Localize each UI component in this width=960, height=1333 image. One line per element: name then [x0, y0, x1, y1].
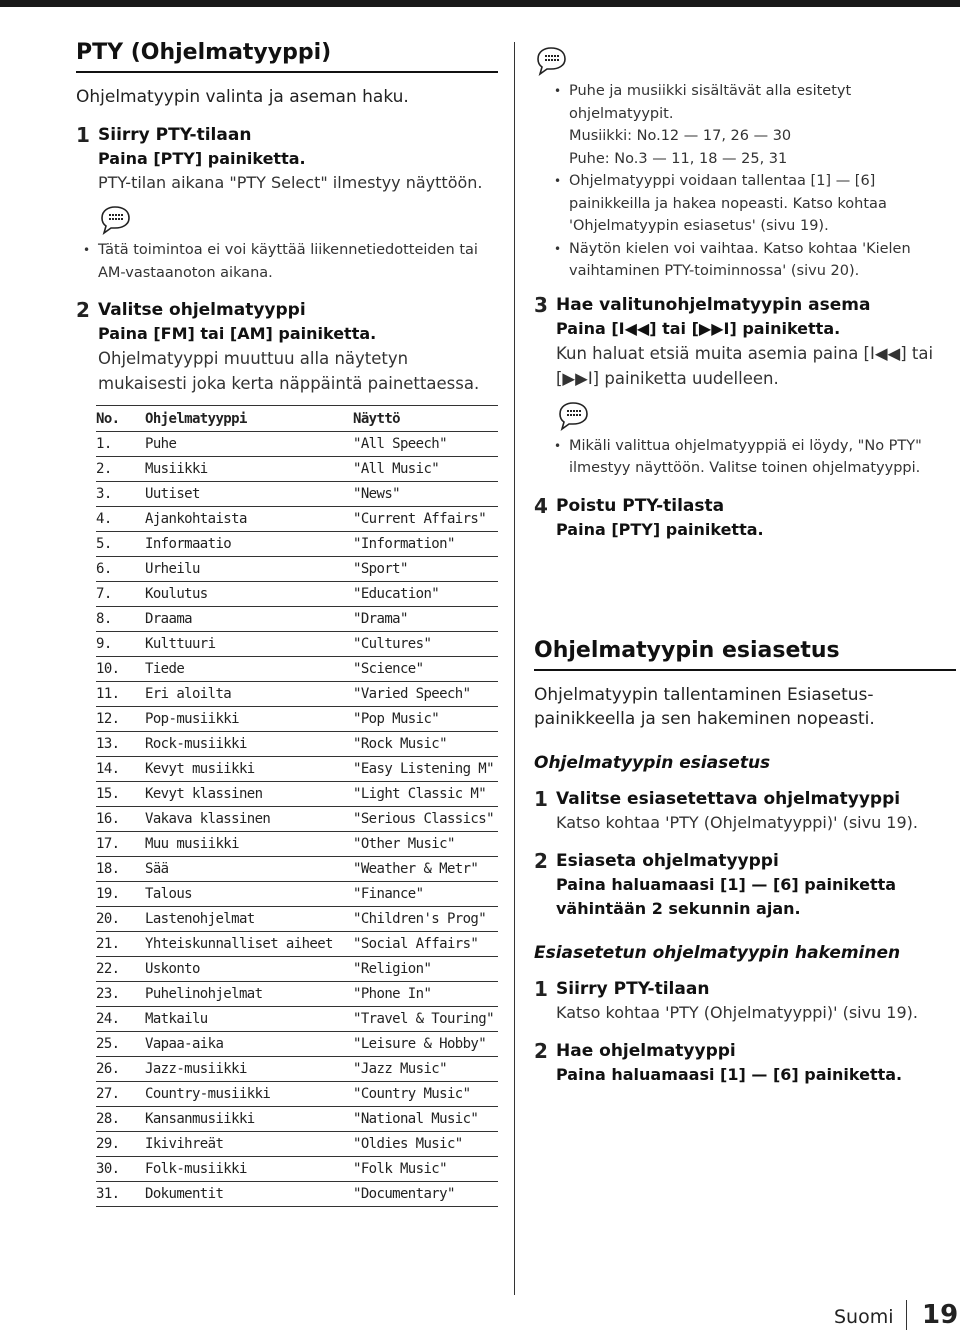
table-row: [96, 832, 498, 857]
step-title: Valitse ohjelmatyyppi: [98, 300, 306, 320]
note-item: • Näytön kielen voi vaihtaa. Katso kohtaa 'Kielen vaihtaminen PTY-toiminnossa' (sivu 20).: [569, 238, 956, 283]
display-text: "Jazz Music": [353, 1057, 498, 1082]
program-type: Country-musiikki: [145, 1082, 353, 1107]
row-number: 18.: [96, 857, 145, 882]
row-number: 28.: [96, 1107, 145, 1132]
program-type: Urheilu: [145, 557, 353, 582]
step-number: 2: [534, 1038, 548, 1063]
note-item: • Mikäli valittua ohjelmatyyppiä ei löydy, "No PTY" ilmestyy näyttöön. Valitse toinen ohjelmatyyppi.: [569, 435, 956, 480]
row-number: 12.: [96, 707, 145, 732]
row-number: 5.: [96, 532, 145, 557]
column-divider: [514, 42, 515, 1295]
row-number: 25.: [96, 1032, 145, 1057]
note-top: [534, 46, 956, 283]
program-type: Kansanmusiikki: [145, 1107, 353, 1132]
step-number: 4: [534, 493, 548, 518]
table-row: [96, 432, 498, 457]
row-number: 11.: [96, 682, 145, 707]
program-type: Eri aloilta: [145, 682, 353, 707]
note-item: • Puhe ja musiikki sisältävät alla esitetyt ohjelmatyypit.: [569, 80, 956, 125]
table-row: [96, 632, 498, 657]
step-description: PTY-tilan aikana "PTY Select" ilmestyy näyttöön.: [98, 173, 483, 192]
program-type: Vakava klassinen: [145, 807, 353, 832]
display-text: "National Music": [353, 1107, 498, 1132]
step-title: Siirry PTY-tilaan: [556, 978, 710, 999]
row-number: 23.: [96, 982, 145, 1007]
program-type: Uutiset: [145, 482, 353, 507]
step-number: 2: [534, 848, 548, 873]
program-type: Pop-musiikki: [145, 707, 353, 732]
display-text: "Current Affairs": [353, 507, 498, 532]
header-display: Näyttö: [353, 406, 498, 432]
display-text: "Drama": [353, 607, 498, 632]
program-type: Uskonto: [145, 957, 353, 982]
table-row: [96, 482, 498, 507]
step-title: Valitse esiasetettava ohjelmatyyppi: [556, 788, 901, 809]
step-number: 1: [534, 786, 548, 811]
subheading-recall: Esiasetetun ohjelmatyypin hakeminen: [534, 942, 901, 963]
section-intro: Ohjelmatyypin tallentaminen Esiasetus-painikkeella ja sen hakeminen nopeasti.: [534, 684, 875, 729]
footer-separator: [906, 1300, 907, 1330]
step-action: Paina [PTY] painiketta.: [556, 519, 764, 539]
step-number: 3: [534, 292, 548, 317]
step-number: 2: [76, 298, 90, 322]
display-text: "Science": [353, 657, 498, 682]
table-row: [96, 857, 498, 882]
table-row: [96, 882, 498, 907]
recall-step-1: [534, 977, 956, 1025]
row-number: 30.: [96, 1157, 145, 1182]
note-item-sub: Musiikki: No.12 — 17, 26 — 30: [569, 128, 792, 144]
step-3: [534, 293, 956, 391]
row-number: 16.: [96, 807, 145, 832]
preset-step-2: [534, 849, 956, 921]
program-type: Ajankohtaista: [145, 507, 353, 532]
step-1: [76, 123, 498, 195]
row-number: 3.: [96, 482, 145, 507]
program-type: Kevyt musiikki: [145, 757, 353, 782]
display-text: "Travel & Touring": [353, 1007, 498, 1032]
display-text: "All Speech": [353, 432, 498, 457]
program-type: Sää: [145, 857, 353, 882]
note-3: [556, 401, 956, 480]
subheading-preset: Ohjelmatyypin esiasetus: [534, 752, 771, 773]
step-number: 1: [76, 123, 90, 147]
table-row: [96, 682, 498, 707]
program-type: Ikivihreät: [145, 1132, 353, 1157]
note-icon: [556, 401, 590, 431]
display-text: "Other Music": [353, 832, 498, 857]
program-type: Folk-musiikki: [145, 1157, 353, 1182]
table-row: [96, 1007, 498, 1032]
display-text: "Country Music": [353, 1082, 498, 1107]
row-number: 8.: [96, 607, 145, 632]
note-1: [98, 205, 498, 284]
left-column: [76, 40, 498, 396]
step-description: Katso kohtaa 'PTY (Ohjelmatyyppi)' (sivu 19).: [556, 1002, 918, 1022]
table-row: [96, 507, 498, 532]
step-title: Poistu PTY-tilasta: [556, 495, 725, 516]
row-number: 19.: [96, 882, 145, 907]
table-row: [96, 1057, 498, 1082]
step-number: 1: [534, 976, 548, 1001]
row-number: 7.: [96, 582, 145, 607]
note-item: • Tätä toimintoa ei voi käyttää liikennetiedotteiden tai AM-vastaanoton aikana.: [98, 239, 498, 284]
display-text: "Religion": [353, 957, 498, 982]
table-row: [96, 532, 498, 557]
display-text: "Rock Music": [353, 732, 498, 757]
header-program-type: Ohjelmatyyppi: [145, 406, 353, 432]
table-row: [96, 707, 498, 732]
row-number: 6.: [96, 557, 145, 582]
table-row: [96, 907, 498, 932]
table-row: [96, 1157, 498, 1182]
row-number: 21.: [96, 932, 145, 957]
display-text: "Varied Speech": [353, 682, 498, 707]
step-action: Paina haluamaasi [1] — [6] painiketta.: [556, 1064, 903, 1084]
display-text: "Information": [353, 532, 498, 557]
table-row: [96, 732, 498, 757]
display-text: "Pop Music": [353, 707, 498, 732]
row-number: 22.: [96, 957, 145, 982]
display-text: "Easy Listening M": [353, 757, 498, 782]
display-text: "Folk Music": [353, 1157, 498, 1182]
step-action: Paina [PTY] painiketta.: [98, 149, 306, 168]
step-title: Esiaseta ohjelmatyyppi: [556, 850, 779, 871]
program-type: Puhe: [145, 432, 353, 457]
step-description: Ohjelmatyyppi muuttuu alla näytetyn mukaisesti joka kerta näppäintä painettaessa.: [98, 349, 480, 393]
note-item-sub: Puhe: No.3 — 11, 18 — 25, 31: [569, 150, 788, 167]
program-type: Kevyt klassinen: [145, 782, 353, 807]
program-type: Yhteiskunnalliset aiheet: [145, 932, 353, 957]
table-row: [96, 607, 498, 632]
program-type: Muu musiikki: [145, 832, 353, 857]
display-text: "All Music": [353, 457, 498, 482]
display-text: "Serious Classics": [353, 807, 498, 832]
display-text: "Sport": [353, 557, 498, 582]
table-header-row: [96, 406, 498, 432]
program-type: Kulttuuri: [145, 632, 353, 657]
row-number: 26.: [96, 1057, 145, 1082]
top-rule: [0, 0, 960, 7]
display-text: "Social Affairs": [353, 932, 498, 957]
row-number: 29.: [96, 1132, 145, 1157]
table-row: [96, 982, 498, 1007]
pty-table: [96, 405, 498, 1207]
page-number: 19: [922, 1300, 959, 1330]
table-row: [96, 457, 498, 482]
right-column: [534, 40, 956, 1087]
display-text: "Education": [353, 582, 498, 607]
program-type: Koulutus: [145, 582, 353, 607]
display-text: "Weather & Metr": [353, 857, 498, 882]
table-row: [96, 957, 498, 982]
display-text: "Cultures": [353, 632, 498, 657]
step-description: Katso kohtaa 'PTY (Ohjelmatyyppi)' (sivu 19).: [556, 812, 918, 832]
program-type: Rock-musiikki: [145, 732, 353, 757]
display-text: "Children's Prog": [353, 907, 498, 932]
recall-step-2: [534, 1039, 956, 1087]
row-number: 2.: [96, 457, 145, 482]
note-item: • Ohjelmatyyppi voidaan tallentaa [1] — [6] painikkeilla ja hakea nopeasti. Katso kohtaa 'Ohjelmatyypin esiasetus' (sivu 19).: [569, 170, 956, 238]
display-text: "Documentary": [353, 1182, 498, 1207]
program-type: Draama: [145, 607, 353, 632]
program-type: Puhelinohjelmat: [145, 982, 353, 1007]
program-type: Tiede: [145, 657, 353, 682]
display-text: "News": [353, 482, 498, 507]
table-row: [96, 1132, 498, 1157]
row-number: 27.: [96, 1082, 145, 1107]
program-type: Musiikki: [145, 457, 353, 482]
program-type: Lastenohjelmat: [145, 907, 353, 932]
table-row: [96, 557, 498, 582]
display-text: "Finance": [353, 882, 498, 907]
table-row: [96, 807, 498, 832]
note-icon: [534, 46, 568, 76]
program-type: Matkailu: [145, 1007, 353, 1032]
row-number: 10.: [96, 657, 145, 682]
note-icon: [98, 205, 132, 235]
row-number: 1.: [96, 432, 145, 457]
row-number: 31.: [96, 1182, 145, 1207]
program-type: Vapaa-aika: [145, 1032, 353, 1057]
section-intro: Ohjelmatyypin valinta ja aseman haku.: [76, 87, 409, 107]
step-description: Kun haluat etsiä muita asemia paina [I◀◀] tai [▶▶I] painiketta uudelleen.: [556, 343, 934, 388]
row-number: 13.: [96, 732, 145, 757]
table-row: [96, 1082, 498, 1107]
step-2: [76, 298, 498, 396]
step-title: Hae ohjelmatyyppi: [556, 1040, 736, 1061]
row-number: 20.: [96, 907, 145, 932]
program-type: Dokumentit: [145, 1182, 353, 1207]
program-type: Informaatio: [145, 532, 353, 557]
section-title-pty: PTY (Ohjelmatyyppi): [76, 40, 498, 73]
table-row: [96, 1182, 498, 1207]
table-row: [96, 1107, 498, 1132]
section-title-preset: Ohjelmatyypin esiasetus: [534, 638, 956, 671]
row-number: 4.: [96, 507, 145, 532]
display-text: "Phone In": [353, 982, 498, 1007]
row-number: 9.: [96, 632, 145, 657]
step-title: Siirry PTY-tilaan: [98, 125, 252, 145]
display-text: "Light Classic M": [353, 782, 498, 807]
program-type: Jazz-musiikki: [145, 1057, 353, 1082]
step-title: Hae valitunohjelmatyypin asema: [556, 294, 871, 315]
step-action: Paina [I◀◀] tai [▶▶I] painiketta.: [556, 318, 841, 338]
program-type: Talous: [145, 882, 353, 907]
table-row: [96, 782, 498, 807]
step-4: [534, 494, 956, 542]
footer-language: Suomi: [834, 1306, 894, 1328]
row-number: 24.: [96, 1007, 145, 1032]
header-no: No.: [96, 406, 145, 432]
display-text: "Oldies Music": [353, 1132, 498, 1157]
row-number: 17.: [96, 832, 145, 857]
table-row: [96, 657, 498, 682]
preset-step-1: [534, 787, 956, 835]
display-text: "Leisure & Hobby": [353, 1032, 498, 1057]
step-action: Paina [FM] tai [AM] painiketta.: [98, 324, 377, 343]
table-row: [96, 932, 498, 957]
step-action: Paina haluamaasi [1] — [6] painiketta vähintään 2 sekunnin ajan.: [556, 874, 897, 918]
row-number: 14.: [96, 757, 145, 782]
table-row: [96, 582, 498, 607]
table-row: [96, 757, 498, 782]
table-row: [96, 1032, 498, 1057]
row-number: 15.: [96, 782, 145, 807]
